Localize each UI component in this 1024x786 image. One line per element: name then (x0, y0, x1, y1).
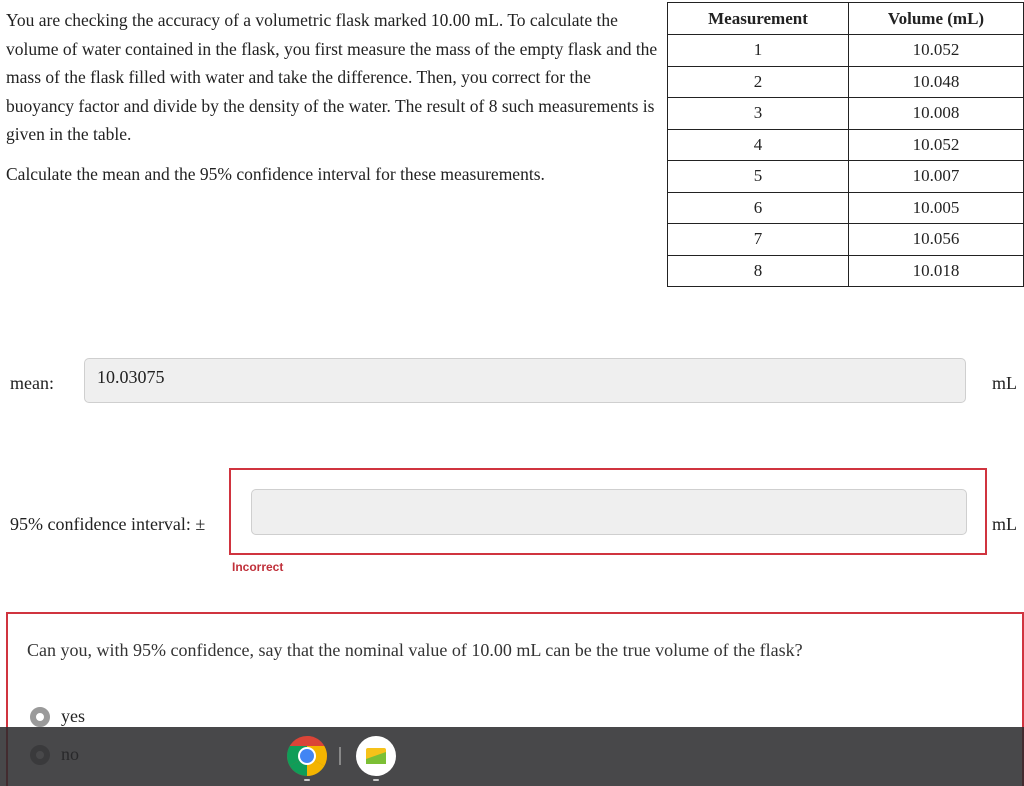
mean-label: mean: (10, 373, 54, 393)
problem-statement (6, 6, 658, 188)
measurement-cell: 4 (668, 129, 849, 161)
incorrect-feedback: Incorrect (232, 560, 284, 574)
problem-task: Calculate the mean and the 95% confidence interval for these measurements. (6, 163, 545, 184)
confidence-interval-unit: mL (992, 514, 1017, 534)
table-row (668, 161, 1024, 193)
measurement-cell: 5 (668, 161, 849, 193)
radio-option-yes[interactable] (30, 706, 85, 727)
measurement-cell: 1 (668, 35, 849, 67)
volume-cell: 10.018 (849, 255, 1024, 287)
confidence-interval-error-box (229, 468, 987, 555)
radio-label-yes: yes (61, 706, 85, 726)
taskbar-separator (339, 747, 341, 765)
column-header-measurement: Measurement (668, 3, 849, 35)
measurements-table (667, 2, 1024, 287)
table-row (668, 66, 1024, 98)
volume-cell: 10.048 (849, 66, 1024, 98)
volume-cell: 10.052 (849, 35, 1024, 67)
problem-intro: You are checking the accuracy of a volumetric flask marked 10.00 mL. To calculate the volume of water contained in the flask, you first measure the mass of the empty flask and the mass of the flask filled with water and take the difference. Then, you correct for the buoyancy factor and divide by the density of the water. The result of 8 such measurements is given in the table. (6, 10, 658, 144)
table-row (668, 129, 1024, 161)
mean-unit: mL (992, 373, 1017, 393)
column-header-volume: Volume (mL) (849, 3, 1024, 35)
measurement-cell: 8 (668, 255, 849, 287)
volume-cell: 10.007 (849, 161, 1024, 193)
taskbar (0, 727, 1024, 786)
volume-cell: 10.008 (849, 98, 1024, 130)
measurement-cell: 3 (668, 98, 849, 130)
notes-active-indicator (373, 779, 379, 781)
table-row (668, 224, 1024, 256)
table-row (668, 255, 1024, 287)
table-header-row (668, 3, 1024, 35)
table-row (668, 192, 1024, 224)
radio-button-yes[interactable] (30, 707, 50, 727)
table-row (668, 98, 1024, 130)
measurement-cell: 7 (668, 224, 849, 256)
volume-cell: 10.005 (849, 192, 1024, 224)
volume-cell: 10.052 (849, 129, 1024, 161)
notes-icon[interactable] (355, 735, 397, 777)
chrome-icon[interactable] (286, 735, 328, 777)
volume-cell: 10.056 (849, 224, 1024, 256)
measurement-cell: 6 (668, 192, 849, 224)
confidence-interval-label: 95% confidence interval: ± (10, 514, 206, 534)
confidence-interval-input[interactable] (251, 489, 967, 535)
chrome-active-indicator (304, 779, 310, 781)
measurement-cell: 2 (668, 66, 849, 98)
mean-input[interactable] (84, 358, 966, 403)
table-row (668, 35, 1024, 67)
question-text: Can you, with 95% confidence, say that the nominal value of 10.00 mL can be the true volume of the flask? (27, 640, 803, 660)
